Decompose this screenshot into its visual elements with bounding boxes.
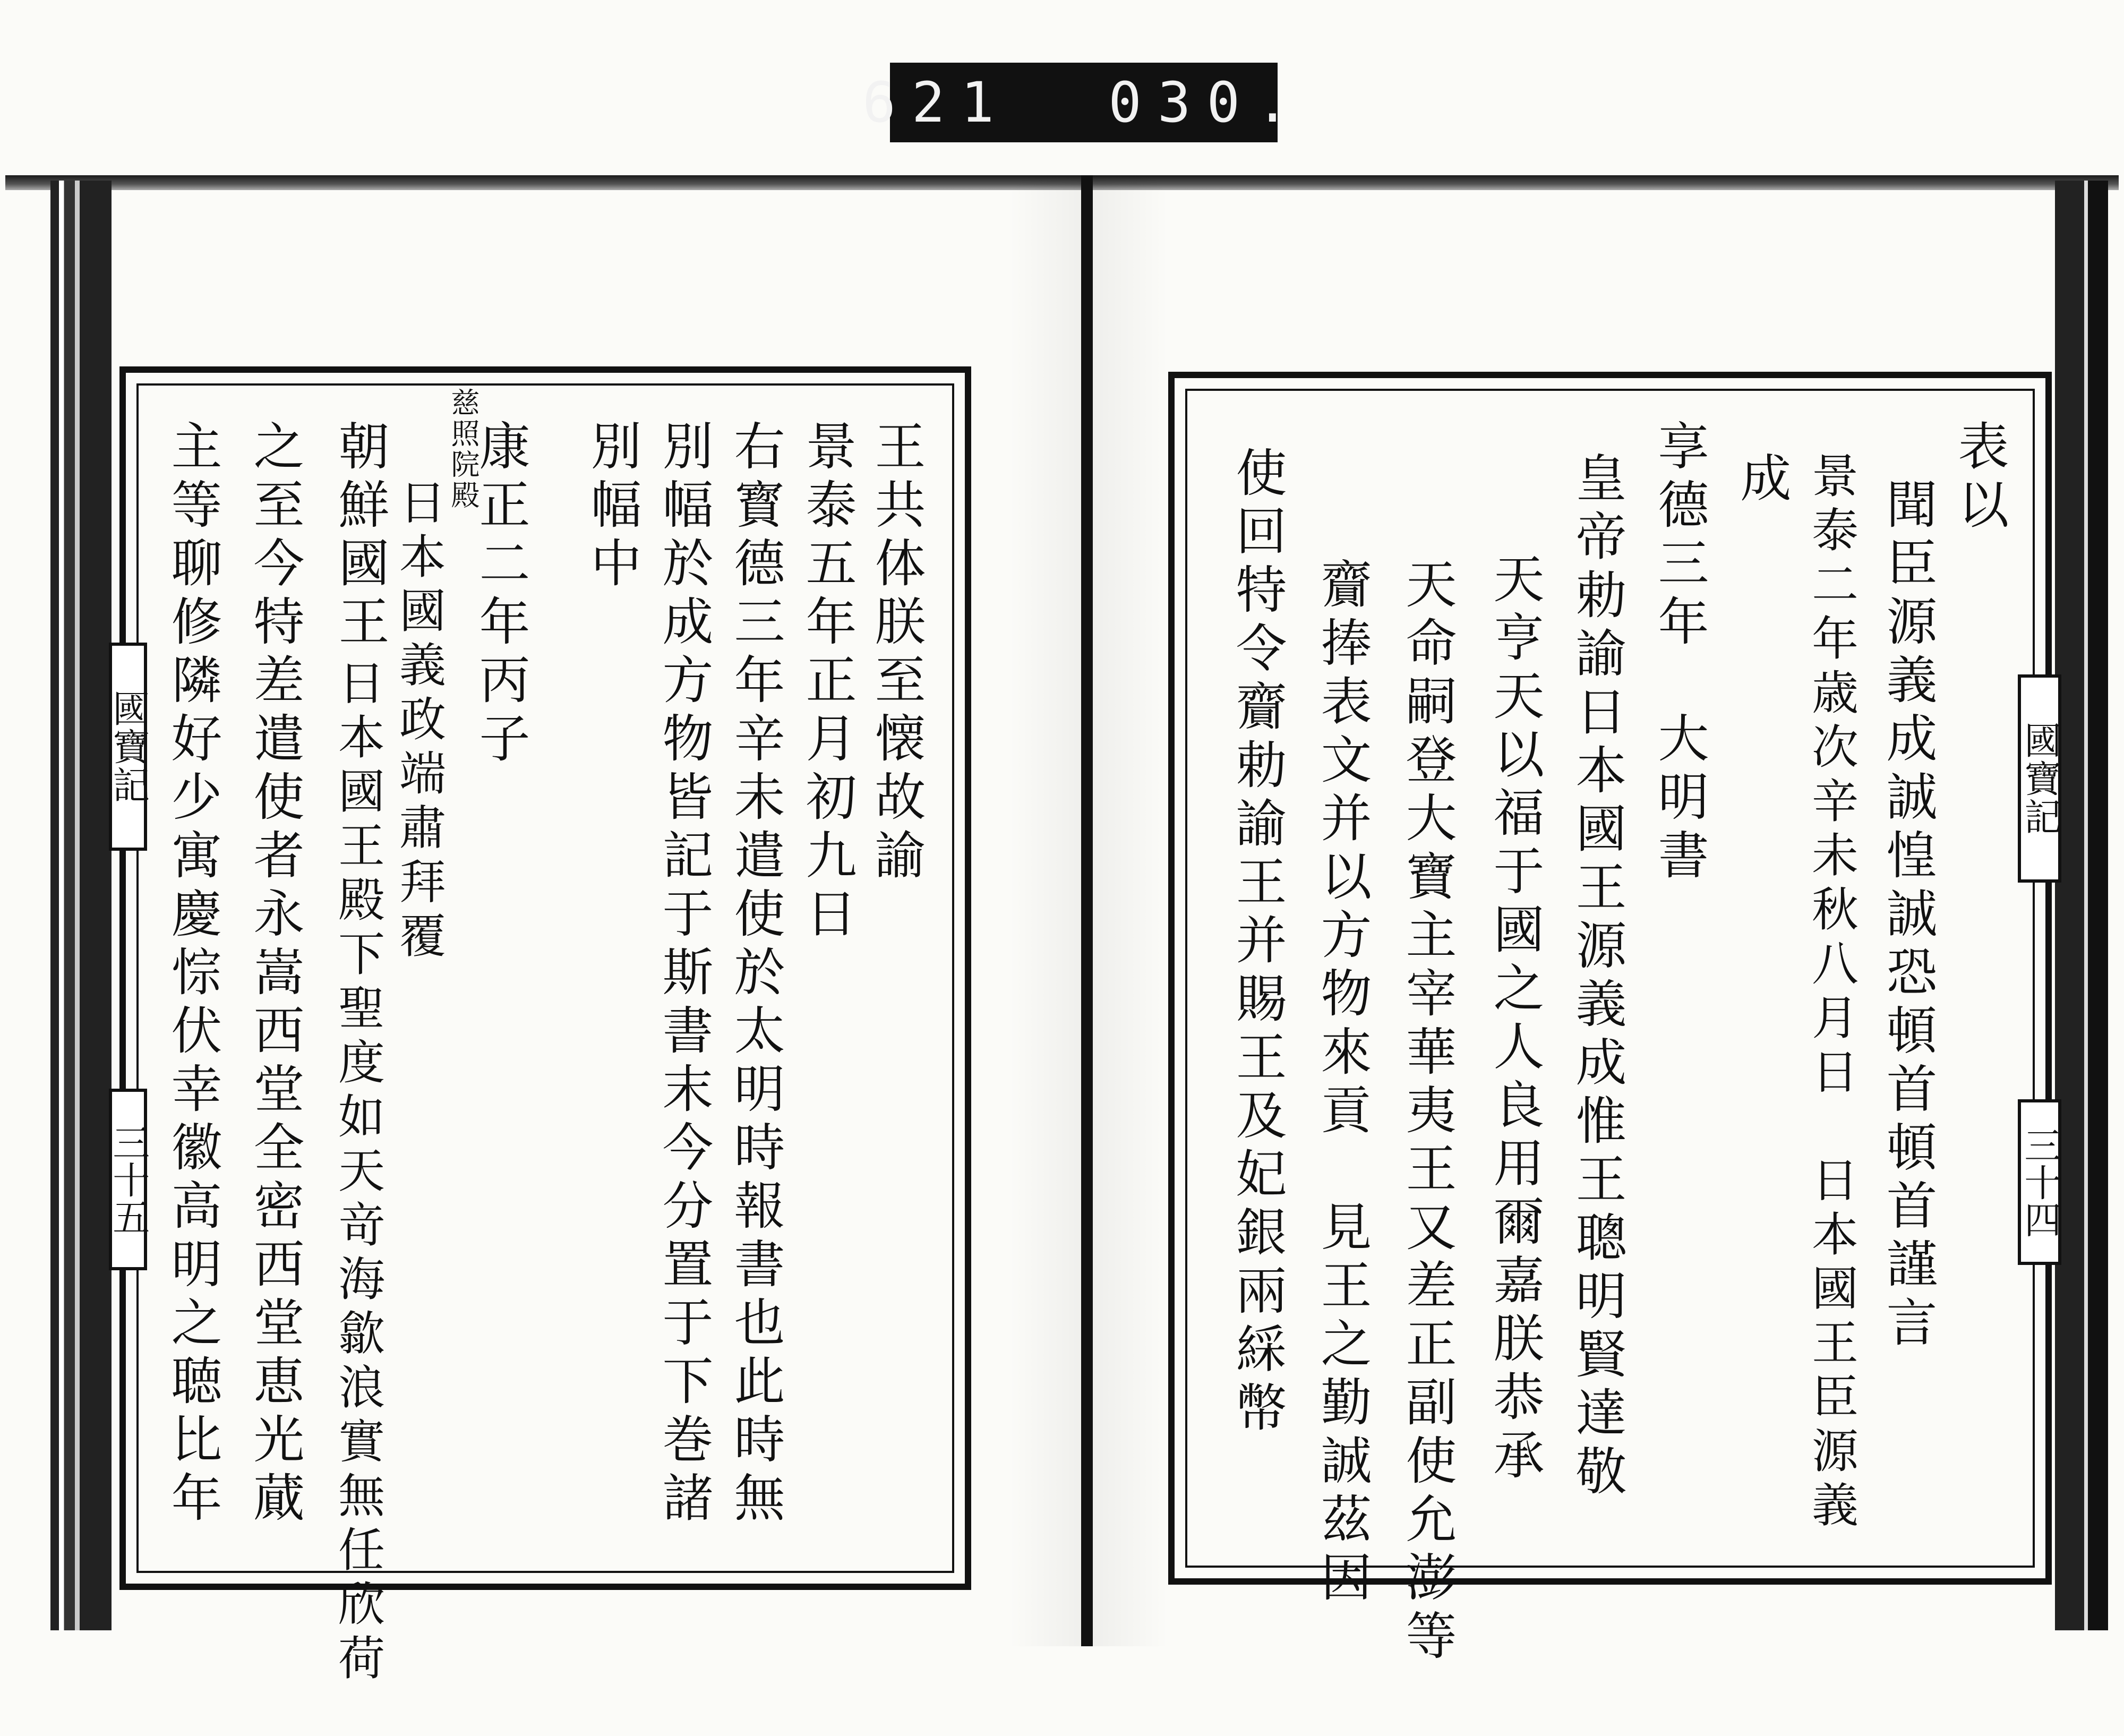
- left-tab-title: 國寶記: [106, 689, 150, 804]
- left-small-heading: 慈照院殿: [447, 388, 480, 511]
- right-column-3: 景泰二年歳次辛未秋八月日 日本國王臣源義: [1804, 451, 1859, 1535]
- right-column-7: 天亨天以福于國之人良用爾嘉朕恭承: [1485, 552, 1545, 1487]
- left-page-number: 三十五: [106, 1124, 150, 1235]
- right-fore-edge: [2055, 181, 2108, 1630]
- right-page-number-tab: [2018, 1099, 2061, 1265]
- right-column-2: 聞臣源義成誠惶誠恐頓首頓首謹言: [1878, 478, 1938, 1354]
- right-column-9: 齎捧表文并以方物來貢 見王之勤誠茲因: [1313, 558, 1372, 1609]
- left-column-3: 右寳德三年辛未遣使於太明時報書也此時無: [726, 420, 785, 1529]
- left-column-2: 景泰五年正月初九日: [798, 420, 857, 945]
- left-column-7: 日本國義政端肅拜覆: [392, 478, 447, 965]
- left-column-8a: 朝鮮國王: [330, 420, 390, 653]
- left-column-1: 王共体朕至懐故諭: [867, 420, 926, 887]
- right-page-title-tab: [2018, 674, 2061, 883]
- right-column-8: 天命嗣登大寶主宰華夷王又差正副使允澎等: [1398, 558, 1457, 1667]
- left-column-5: 別幅中: [583, 420, 642, 595]
- left-column-6: 康正二年丙子: [471, 420, 530, 770]
- left-page-title-tab: [106, 643, 150, 851]
- right-column-6: 皇帝勅諭日本國王源義成惟王聰明賢達敬: [1568, 451, 1627, 1503]
- archive-label: 621 030.: [890, 63, 1278, 142]
- left-column-4: 別幅於成方物皆記于斯書末今分置于下巻諸: [654, 420, 714, 1529]
- left-fore-edge: [50, 181, 112, 1630]
- left-column-10: 主等聊修隣好少寓慶悰伏幸徽高明之聴比年: [163, 420, 222, 1529]
- left-page-number-tab: [106, 1089, 150, 1270]
- right-column-5: 享德三年 大明書: [1650, 420, 1709, 887]
- right-page-number: 三十四: [2018, 1126, 2062, 1238]
- right-column-1: 表以: [1950, 420, 2009, 536]
- right-tab-title: 國寶記: [2018, 721, 2062, 836]
- book-spine: [1081, 175, 1093, 1646]
- left-column-9: 之至今特差遣使者永嵩西堂全密西堂恵光蕆: [245, 420, 305, 1529]
- left-column-8: 日本國王殿下聖度如天竒海歙浪實無任欣荷: [331, 659, 386, 1688]
- right-column-4: 成: [1732, 451, 1792, 510]
- right-column-10: 使回特令齎勅諭王并賜王及妃銀兩綵幣: [1228, 446, 1287, 1439]
